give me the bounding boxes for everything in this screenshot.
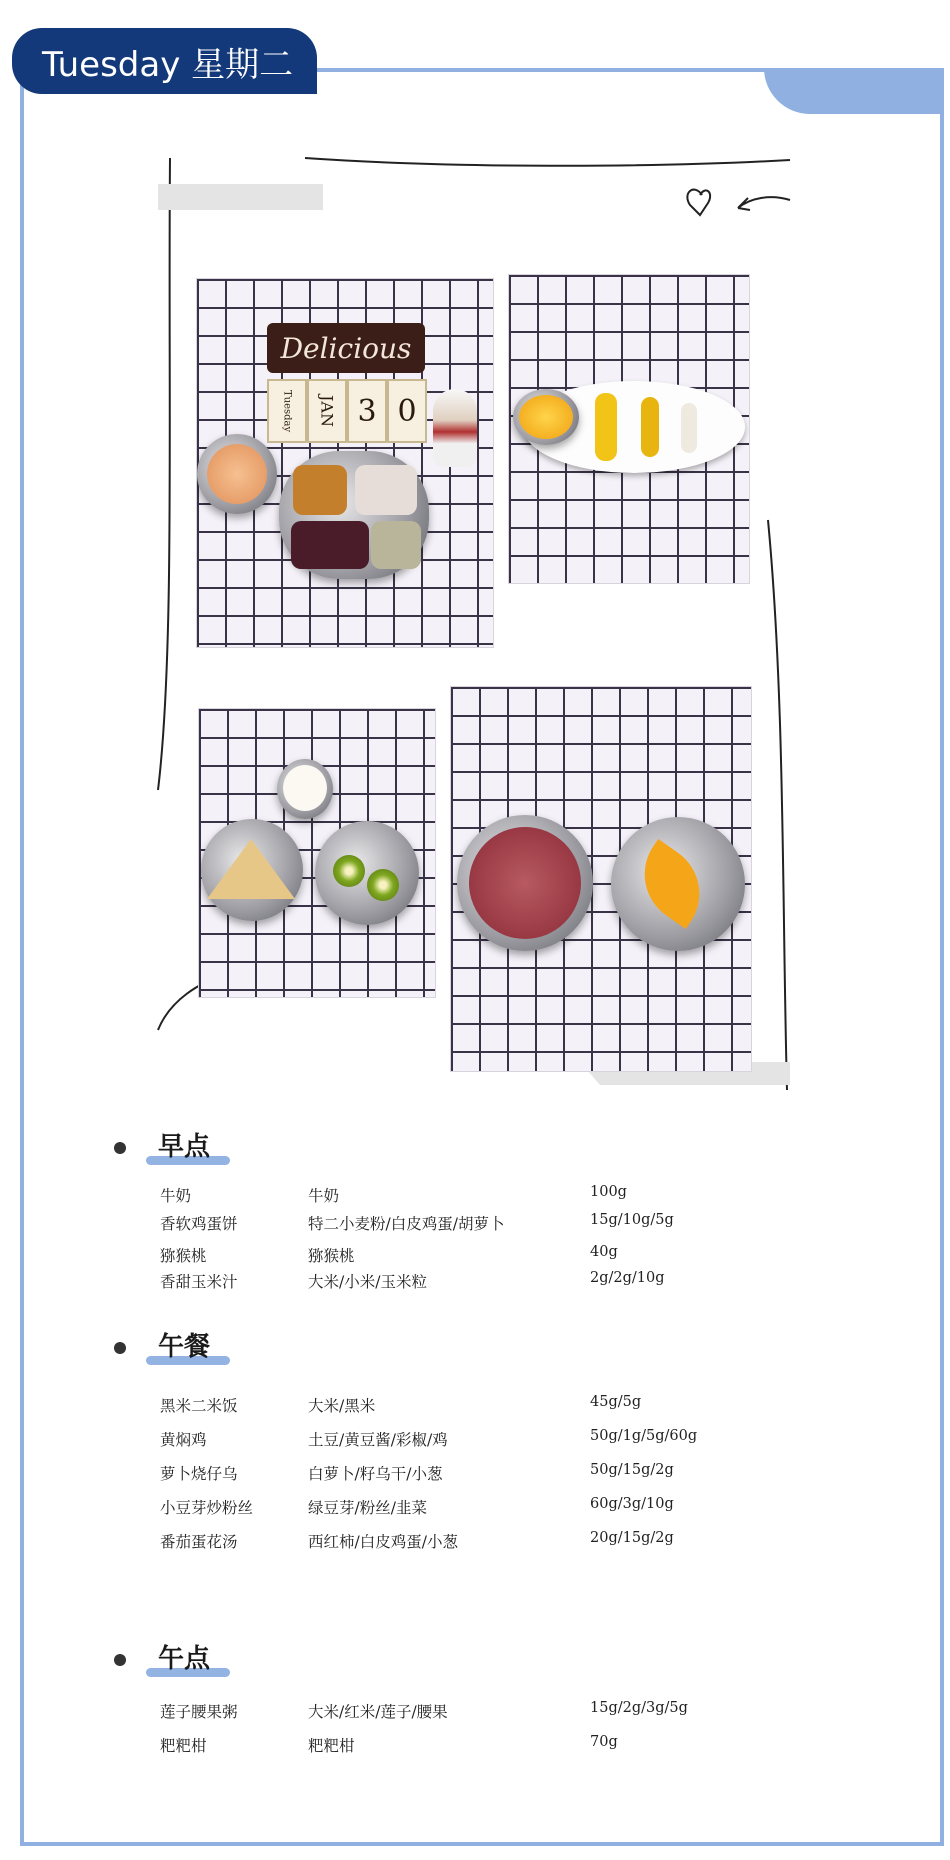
- ingredients: 绿豆芽/粉丝/韭菜: [308, 1499, 427, 1517]
- ingredients: 白萝卜/籽乌干/小葱: [308, 1465, 443, 1483]
- sign-text: Delicious: [280, 331, 412, 365]
- delicious-sign: [267, 323, 425, 373]
- ingredients: 土豆/黄豆酱/彩椒/鸡: [308, 1431, 448, 1449]
- arrow-doodle-icon: [738, 197, 790, 210]
- dish-name: 黄焖鸡: [160, 1431, 207, 1449]
- menu-row: [108, 1526, 828, 1560]
- date-card: [267, 379, 307, 443]
- menu-row: [108, 1696, 828, 1730]
- dish-name: 萝卜烧仔乌: [160, 1465, 238, 1483]
- menu-row: [108, 1266, 828, 1294]
- amount: 70g: [590, 1734, 618, 1750]
- section-header: [108, 1326, 828, 1366]
- ingredients: 粑粑柑: [308, 1737, 355, 1755]
- section-snack: [108, 1638, 828, 1764]
- card-text: 0: [397, 393, 417, 429]
- ingredients: 大米/红米/莲子/腰果: [308, 1703, 448, 1721]
- dish-name: 猕猴桃: [160, 1247, 207, 1265]
- dish-name: 粑粑柑: [160, 1737, 207, 1755]
- amount: 100g: [590, 1184, 627, 1200]
- amount: 15g/2g/3g/5g: [590, 1700, 688, 1716]
- amount: 45g/5g: [590, 1394, 642, 1410]
- amount: 2g/2g/10g: [590, 1270, 665, 1286]
- menu-row: [108, 1492, 828, 1526]
- date-card: [307, 379, 347, 443]
- radish-dish: [355, 465, 417, 515]
- millet: [641, 397, 659, 457]
- amount: 15g/10g/5g: [590, 1212, 674, 1228]
- lotus-cashew-porridge: [469, 827, 581, 939]
- ingredients: 大米/小米/玉米粒: [308, 1273, 427, 1291]
- menu-row: [108, 1180, 828, 1208]
- card-text: Tuesday: [281, 389, 293, 433]
- dish-name: 牛奶: [160, 1187, 192, 1205]
- kiwi-slice: [333, 855, 365, 887]
- section-title: 午点: [158, 1644, 211, 1674]
- menu-row: [108, 1424, 828, 1458]
- menu-row: [108, 1458, 828, 1492]
- bullet-icon: [114, 1342, 126, 1354]
- day-title: Tuesday 星期二: [42, 44, 294, 85]
- kiwi-plate: [315, 821, 419, 925]
- dish-name: 莲子腰果粥: [160, 1703, 238, 1721]
- rice-grains: [681, 403, 697, 453]
- card-text: JAN: [317, 395, 337, 427]
- ingredients: 猕猴桃: [308, 1247, 355, 1265]
- dish-name: 小豆芽炒粉丝: [160, 1499, 254, 1517]
- dish-name: 香软鸡蛋饼: [160, 1215, 238, 1233]
- menu-row: [108, 1240, 828, 1266]
- egg-pancake: [207, 839, 295, 899]
- amount: 40g: [590, 1244, 618, 1260]
- amount: 50g/15g/2g: [590, 1462, 674, 1478]
- section-title: 早点: [158, 1132, 211, 1162]
- date-card: [347, 379, 387, 443]
- milk: [283, 765, 327, 811]
- photo-snack: [450, 686, 752, 1072]
- bean-sprout-noodles: [371, 521, 421, 569]
- bullet-icon: [114, 1654, 126, 1666]
- menu-row: [108, 1730, 828, 1764]
- photo-breakfast: [198, 708, 436, 998]
- dish-name: 番茄蛋花汤: [160, 1533, 238, 1551]
- heart-doodle-icon: [687, 190, 710, 215]
- menu-row: [108, 1390, 828, 1424]
- date-card: [387, 379, 427, 443]
- section-lunch: [108, 1326, 828, 1560]
- card-text: 3: [357, 393, 377, 429]
- amount: 20g/15g/2g: [590, 1530, 674, 1546]
- amount: 50g/1g/5g/60g: [590, 1428, 698, 1444]
- menu-row: [108, 1208, 828, 1240]
- ingredients: 大米/黑米: [308, 1397, 376, 1415]
- ingredients: 特二小麦粉/白皮鸡蛋/胡萝卜: [308, 1215, 505, 1233]
- tomato-egg-soup: [207, 444, 267, 504]
- section-header: [108, 1126, 828, 1166]
- section-header: [108, 1638, 828, 1678]
- ingredients: 牛奶: [308, 1187, 340, 1205]
- bullet-icon: [114, 1142, 126, 1154]
- corn-kernels: [595, 393, 617, 461]
- photo-corn-juice: [508, 274, 750, 584]
- section-title: 午餐: [158, 1332, 211, 1362]
- dish-name: 香甜玉米汁: [160, 1273, 238, 1291]
- section-breakfast: [108, 1126, 828, 1294]
- photo-lunch-tray: [196, 278, 494, 648]
- kiwi-slice-2: [367, 869, 399, 901]
- ingredients: 西红柿/白皮鸡蛋/小葱: [308, 1533, 458, 1551]
- amount: 60g/3g/10g: [590, 1496, 674, 1512]
- black-rice: [291, 521, 369, 569]
- dish-name: 黑米二米饭: [160, 1397, 238, 1415]
- chicken-potato: [293, 465, 347, 515]
- corn-juice: [519, 395, 573, 439]
- chef-figurine: [433, 389, 477, 467]
